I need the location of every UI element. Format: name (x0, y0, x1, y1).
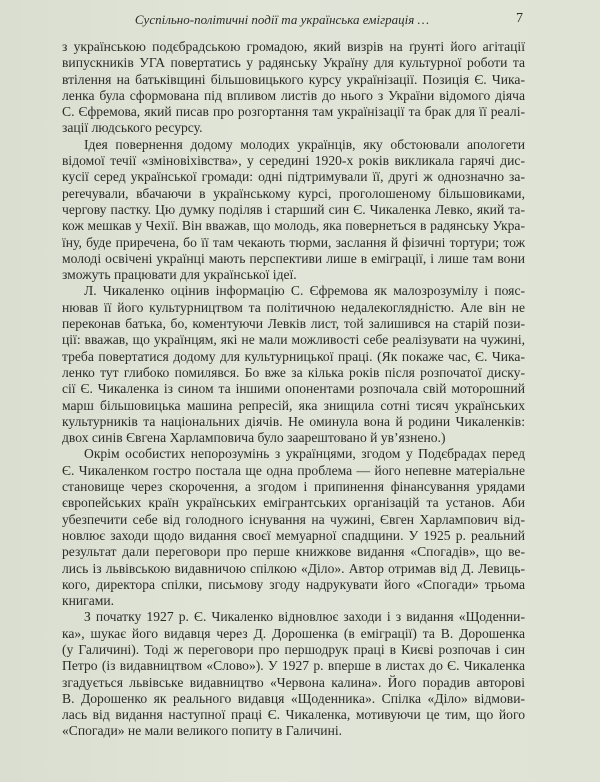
text-line: треба повертатися додому для культурницької праці. (Як покаже час, Є. Чика- (62, 348, 525, 364)
text-line: С. Єфремова, який писав про розгортання там українізації та брак для її реалі- (62, 104, 525, 120)
text-line: згадується львівське видавництво «Червона калина». Його порадив авторові (62, 674, 525, 690)
paragraph (62, 137, 525, 284)
text-line: Петро (із видавництвом «Слово»). У 1927 р. вперше в листах до Є. Чикаленка (62, 658, 525, 674)
text-line: Є. Чикаленком гостро постала ще одна проблема — його непевне матеріальне (62, 462, 525, 478)
running-title: Суспільно-політичні події та українська еміграція … (134, 12, 430, 27)
text-line: втілення на батьківщині більшовицького курсу українізації. Позиція Є. Чика- (62, 71, 525, 87)
text-line: кого, директора спілки, письмову згоду надрукувати його «Спогади» трьома (62, 576, 525, 592)
text-line: лась від видання наступної праці Є. Чикаленка, мотивуючи це тим, що його (62, 707, 525, 723)
text-line: кож мешкав у Чехії. Він вважав, що молодь, яка повернеться в радянську Укра- (62, 218, 525, 234)
text-line: ції: вважав, що українцям, які не мали можливості себе реалізувати на чужині, (62, 332, 525, 348)
text-line: З початку 1927 р. Є. Чикаленко відновлює заходи і з видання «Щоденни- (84, 609, 525, 625)
text-line: чергову пастку. Цю думку поділяв і старший син Є. Чикаленка Левко, який та- (62, 201, 525, 217)
paragraph (62, 283, 525, 446)
text-line: Л. Чикаленко оцінив інформацію С. Єфремова як малозрозумілу і пояс- (84, 283, 525, 299)
text-line: культурників та національних діячів. Не оминула вона й родини Чикаленків: (62, 413, 525, 429)
text-line: В. Дорошенко як реального видавця «Щоденника». Спілка «Діло» відмови- (62, 690, 525, 706)
text-line: ленко тут глибоко помилявся. Бо вже за кілька років після розпочатої диску- (62, 364, 525, 380)
text-line: убезпечити себе від голодного існування на чужині, Євген Харлампович від- (62, 511, 525, 527)
text-line: нював її його культурництвом та політичною недалекоглядністю. Але він не (62, 299, 525, 315)
body-text (62, 39, 525, 740)
text-line: Ідея повернення додому молодих українців, яку обстоювали апологети (84, 136, 525, 152)
text-line: переконав батька, бо, коментуючи Левків лист, той залишився на старій пози- (62, 316, 525, 332)
paragraph (62, 446, 525, 609)
text-line: Окрім особистих непорозумінь з українцями, згодом у Подєбрадах перед (84, 446, 525, 462)
paragraph (62, 39, 525, 137)
text-line: двох синів Євгена Харламповича було заарештовано й ув’язнено.) (62, 430, 446, 446)
text-line: книгами. (62, 593, 115, 609)
text-line: сії Є. Чикаленка із сином та іншими опонентами розпочала свій моторошний (62, 381, 525, 397)
text-line: відомої течії «зміновіхівства», у середині 1920-х років викликала гарячі дис- (62, 153, 525, 169)
text-line: результат дали переговори про перше книжкове видання «Спогадів», що ве- (62, 544, 525, 560)
text-line: perечували, вбачаючи в українському курсі, проголошеному більшовиками, (62, 185, 525, 201)
text-line: становище через скорочення, а згодом і припинення фінансування урядами (62, 479, 525, 495)
text-line: ка», шукає його видавця через Д. Дорошенка (в еміграції) та В. Дорошенка (62, 625, 525, 641)
text-line: кусії серед української громади: одні підтримували її, другі ж однозначно за- (62, 169, 525, 185)
text-line: зації людського ресурсу. (62, 120, 203, 136)
text-line: «Спогади» не мали великого попиту в Галичині. (62, 723, 343, 739)
text-line: лись із львівською видавничою спілкою «Діло». Автор отримав від Д. Левиць- (62, 560, 525, 576)
page-number: 7 (516, 11, 523, 26)
text-line: європейських країн українських емігрантських організацій та установ. Аби (62, 495, 525, 511)
text-line: ленка була сформована під впливом листів до нього з України відомого діяча (62, 87, 525, 103)
text-line: їну, буде приречена, бо її там чекають тюрми, заслання й фізичні тортури; тож (62, 234, 525, 250)
text-line: марш більшовицька машина репресій, яка знищила сотні тисяч українських (62, 397, 525, 413)
text-line: молоді освічені українці мають перспективи лише в еміграції, і лише там вони (62, 250, 525, 266)
text-line: з українською подєбрадською громадою, який визрів на ґрунті його агітації (62, 39, 525, 54)
text-line: зможуть працювати для української ідеї. (62, 267, 297, 283)
text-line: новлює заходи щодо видання своєї мемуарної спадщини. У 1925 р. реальний (62, 527, 525, 543)
text-line: випускників УГА повертатись у радянську Україну для культурної роботи та (62, 55, 525, 71)
text-line: (у Галичині). Тоді ж переговори про першодрук праці в Києві розпочав і син (62, 641, 525, 657)
paragraph (62, 609, 525, 739)
